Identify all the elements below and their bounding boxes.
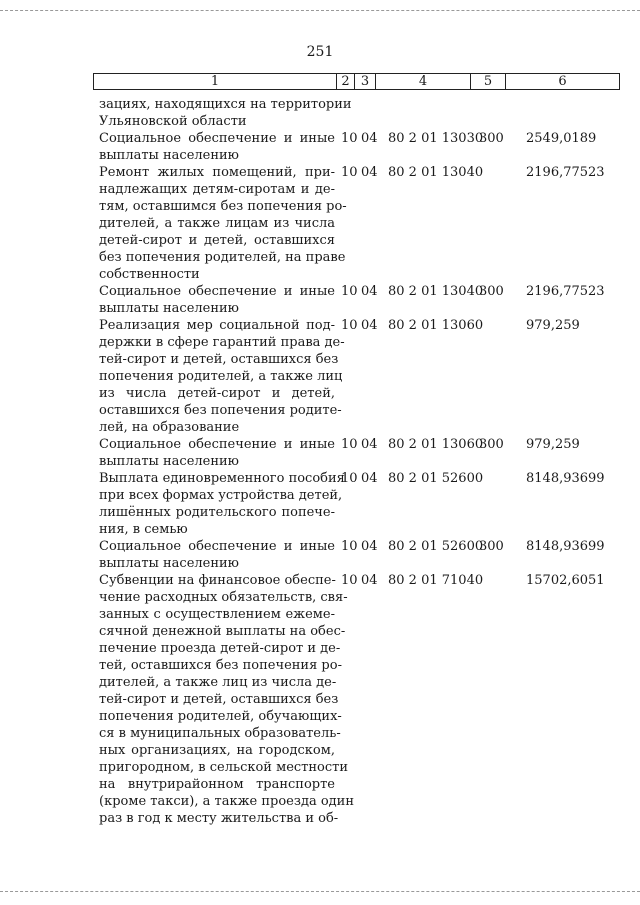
section-code: 10: [341, 437, 358, 452]
description-line: сячной денежной выплаты на обес-: [99, 624, 346, 639]
top-scan-border: [0, 10, 640, 11]
description-line: детей-сирот и детей, оставшихся: [99, 233, 335, 248]
description-line: Социальное обеспечение и иные: [99, 284, 335, 299]
description-line: дителей, а также лиц из числа де-: [99, 675, 337, 690]
row-description: [99, 436, 335, 470]
description-line: собственности: [99, 267, 200, 282]
description-line: лишённых родительского попече-: [99, 505, 335, 520]
section-code: 10: [341, 539, 358, 554]
section-code: 10: [341, 471, 358, 486]
description-line: держки в сфере гарантий права де-: [99, 335, 345, 350]
subsection-code: 04: [361, 318, 378, 333]
description-line: выплаты населению: [99, 301, 239, 316]
budget-table-body: [0, 96, 640, 827]
amount-value: 979,259: [526, 437, 580, 452]
expense-type-code: 300: [479, 284, 504, 299]
page-number: 251: [306, 44, 334, 60]
description-line: из числа детей-сирот и детей,: [99, 386, 335, 401]
description-line: (кроме такси), а также проезда один: [99, 794, 355, 809]
description-line: попечения родителей, а также лиц: [99, 369, 343, 384]
target-article-code: 80 2 01 71040: [388, 573, 484, 588]
subsection-code: 04: [361, 165, 378, 180]
description-line: при всех формах устройства детей,: [99, 488, 343, 503]
description-line: выплаты населению: [99, 556, 239, 571]
description-line: оставшихся без попечения родите-: [99, 403, 342, 418]
description-line: Выплата единовременного пособия: [99, 471, 345, 486]
section-code: 10: [341, 165, 358, 180]
section-code: 10: [341, 284, 358, 299]
column-header-1: 1: [94, 74, 337, 90]
row-description: [99, 538, 335, 572]
description-line: Ремонт жилых помещений, при-: [99, 165, 335, 180]
table-row: [0, 470, 640, 538]
section-code: 10: [341, 131, 358, 146]
description-line: надлежащих детям-сиротам и де-: [99, 182, 335, 197]
description-line: Социальное обеспечение и иные: [99, 131, 335, 146]
bottom-scan-border: [0, 891, 640, 892]
target-article-code: 80 2 01 13040: [388, 165, 484, 180]
amount-value: 2196,77523: [526, 165, 605, 180]
amount-value: 8148,93699: [526, 539, 605, 554]
table-row: [0, 164, 640, 283]
description-line: ных организациях, на городском,: [99, 743, 335, 758]
description-line: ся в муниципальных образователь-: [99, 726, 341, 741]
description-line: Социальное обеспечение и иные: [99, 437, 335, 452]
description-line: на внутрирайонном транспорте: [99, 777, 335, 792]
description-line: Социальное обеспечение и иные: [99, 539, 335, 554]
column-header-3: 3: [355, 74, 376, 90]
table-row: [0, 130, 640, 164]
column-header-table: [93, 73, 620, 90]
description-line: тям, оставшимся без попечения ро-: [99, 199, 347, 214]
column-header-4: 4: [376, 74, 471, 90]
description-line: печение проезда детей-сирот и де-: [99, 641, 341, 656]
table-row: [0, 572, 640, 827]
row-description: [99, 470, 345, 538]
row-description: [99, 96, 352, 130]
amount-value: 979,259: [526, 318, 580, 333]
table-row: [0, 538, 640, 572]
amount-value: 8148,93699: [526, 471, 605, 486]
subsection-code: 04: [361, 284, 378, 299]
table-row: [0, 96, 640, 130]
row-description: [99, 317, 345, 436]
section-code: 10: [341, 318, 358, 333]
row-description: [99, 130, 335, 164]
description-line: Ульяновской области: [99, 114, 247, 129]
description-line: тей-сирот и детей, оставшихся без: [99, 692, 339, 707]
description-line: Реализация мер социальной под-: [99, 318, 335, 333]
column-header-6: 6: [506, 74, 620, 90]
subsection-code: 04: [361, 573, 378, 588]
description-line: тей, оставшихся без попечения ро-: [99, 658, 342, 673]
target-article-code: 80 2 01 52600: [388, 539, 484, 554]
table-row: [0, 317, 640, 436]
target-article-code: 80 2 01 13040: [388, 284, 484, 299]
description-line: раз в год к месту жительства и об-: [99, 811, 339, 826]
section-code: 10: [341, 573, 358, 588]
row-description: [99, 283, 335, 317]
description-line: чение расходных обязательств, свя-: [99, 590, 348, 605]
expense-type-code: 300: [479, 437, 504, 452]
description-line: выплаты населению: [99, 454, 239, 469]
description-line: дителей, а также лицам из числа: [99, 216, 335, 231]
column-header-2: 2: [337, 74, 355, 90]
description-line: зациях, находящихся на территории: [99, 97, 352, 112]
column-header-5: 5: [471, 74, 506, 90]
expense-type-code: 300: [479, 131, 504, 146]
subsection-code: 04: [361, 131, 378, 146]
target-article-code: 80 2 01 52600: [388, 471, 484, 486]
table-row: [0, 436, 640, 470]
column-header-row: [94, 74, 620, 90]
description-line: занных с осуществлением ежеме-: [99, 607, 335, 622]
subsection-code: 04: [361, 471, 378, 486]
description-line: ния, в семью: [99, 522, 188, 537]
row-description: [99, 164, 347, 283]
amount-value: 2196,77523: [526, 284, 605, 299]
amount-value: 2549,0189: [526, 131, 597, 146]
table-row: [0, 283, 640, 317]
description-line: попечения родителей, обучающих-: [99, 709, 342, 724]
description-line: выплаты населению: [99, 148, 239, 163]
target-article-code: 80 2 01 13060: [388, 437, 484, 452]
target-article-code: 80 2 01 13030: [388, 131, 484, 146]
subsection-code: 04: [361, 539, 378, 554]
description-line: Субвенции на финансовое обеспе-: [99, 573, 336, 588]
description-line: лей, на образование: [99, 420, 240, 435]
subsection-code: 04: [361, 437, 378, 452]
amount-value: 15702,6051: [526, 573, 605, 588]
description-line: без попечения родителей, на праве: [99, 250, 346, 265]
target-article-code: 80 2 01 13060: [388, 318, 484, 333]
description-line: пригородном, в сельской местности: [99, 760, 349, 775]
expense-type-code: 300: [479, 539, 504, 554]
description-line: тей-сирот и детей, оставшихся без: [99, 352, 339, 367]
